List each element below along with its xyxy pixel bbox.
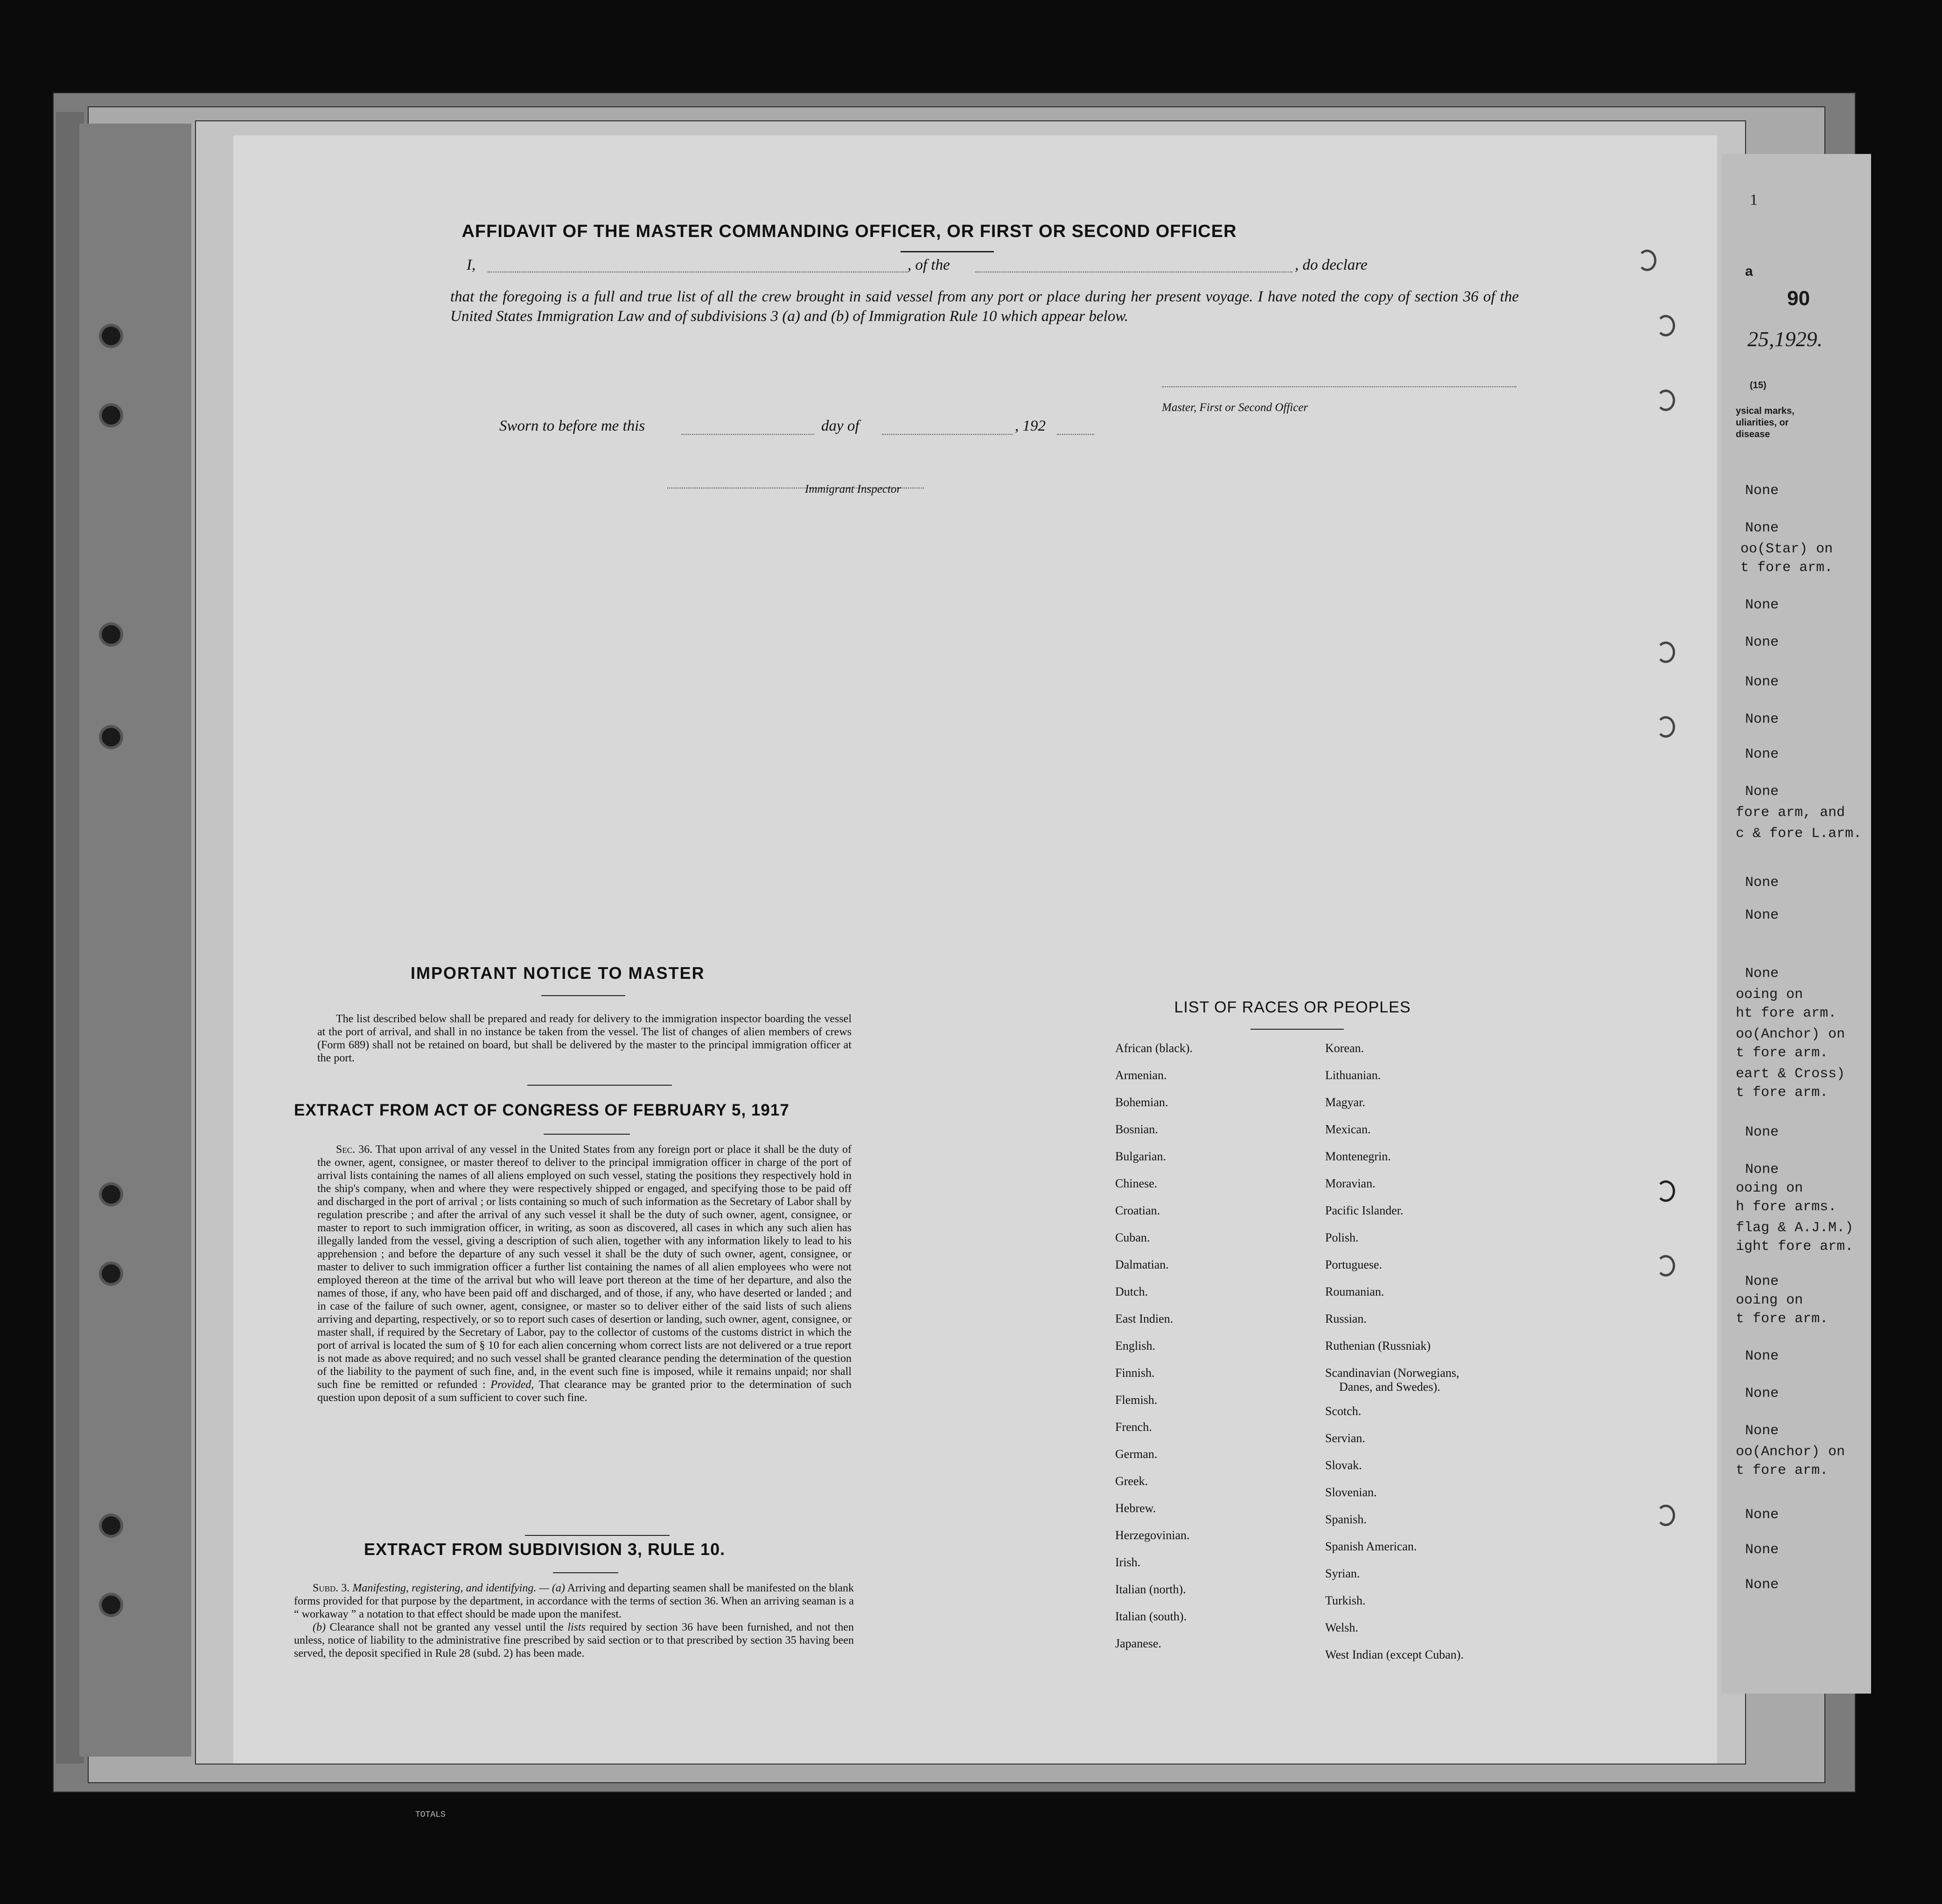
race-item: Finnish.	[1115, 1366, 1155, 1380]
totals-label: TOTALS	[415, 1810, 446, 1820]
sworn-day-blank	[681, 434, 814, 435]
race-item: Irish.	[1115, 1555, 1141, 1569]
rule-heading-underline	[553, 1572, 618, 1573]
register-entry: c & fore L.arm.	[1736, 826, 1862, 842]
race-item: East Indien.	[1115, 1312, 1174, 1325]
subd-b-text-cont: required by section 36 have been furnished, and not then unless, notice of liability to the administrative fine prescribed by said section or to that prescribed by section 35 having been served, the deposit specified in Rule 28 (subd. 2) has been made.	[294, 1621, 854, 1660]
race-item: Herzegovinian.	[1115, 1528, 1190, 1542]
left-binding-strip	[79, 124, 191, 1757]
race-item: Croatian.	[1115, 1204, 1160, 1217]
register-entry: None	[1745, 784, 1779, 800]
race-item: Scandinavian (Norwegians,	[1325, 1366, 1460, 1380]
register-entry: None	[1745, 483, 1779, 499]
race-item: Japanese.	[1115, 1637, 1161, 1650]
rule-subd-b	[294, 1621, 854, 1660]
register-page-number: 1	[1750, 191, 1758, 209]
register-entry: t fore arm.	[1740, 560, 1833, 576]
column-header-line: uliarities, or	[1736, 418, 1789, 428]
register-entry: None	[1745, 875, 1779, 891]
race-item: Slovenian.	[1325, 1486, 1377, 1499]
affidavit-line-i: I,	[467, 257, 476, 273]
race-item: Cuban.	[1115, 1231, 1150, 1244]
register-entry: None	[1745, 907, 1779, 923]
affidavit-line-declare: , do declare	[1295, 257, 1368, 273]
register-entry: t fore arm.	[1736, 1045, 1829, 1061]
race-item: Ruthenian (Russniak)	[1325, 1339, 1431, 1353]
binding-hole	[102, 1264, 120, 1283]
register-entry: fore arm, and	[1736, 805, 1845, 821]
column-number: (15)	[1750, 380, 1767, 391]
affidavit-page	[233, 135, 1717, 1764]
binder-ring-icon	[1656, 1505, 1675, 1526]
race-item: Bohemian.	[1115, 1095, 1168, 1109]
race-item: Lithuanian.	[1325, 1068, 1381, 1082]
section-label: Sec. 36.	[336, 1144, 373, 1156]
register-entry: t fore arm.	[1736, 1463, 1829, 1479]
register-entry: None	[1745, 1162, 1779, 1178]
register-sheet-letter: a	[1745, 264, 1753, 279]
binding-hole	[102, 1185, 120, 1204]
register-entry: None	[1745, 711, 1779, 727]
register-entry: None	[1745, 1386, 1779, 1402]
sworn-prefix: Sworn to before me this	[499, 418, 645, 434]
binder-ring-icon	[1638, 250, 1656, 271]
subd-a-label: — (a)	[539, 1582, 565, 1594]
register-entry: flag & A.J.M.)	[1736, 1220, 1854, 1236]
notice-heading: IMPORTANT NOTICE TO MASTER	[411, 963, 705, 983]
register-entry: None	[1745, 1577, 1779, 1593]
register-entry: ooing on	[1736, 1292, 1803, 1308]
race-item: Hebrew.	[1115, 1501, 1156, 1515]
register-entry: None	[1745, 1274, 1779, 1290]
binder-ring-icon	[1656, 1255, 1675, 1276]
signature-label: Master, First or Second Officer	[1162, 401, 1308, 414]
affidavit-line-of-the: , of the	[908, 257, 950, 273]
register-entry: oo(Star) on	[1740, 541, 1833, 557]
races-title-underline	[1250, 1029, 1344, 1030]
register-entry: t fore arm.	[1736, 1311, 1829, 1327]
sworn-year-blank	[1057, 434, 1094, 435]
binding-hole	[102, 1516, 120, 1535]
inspector-label: Immigrant Inspector	[805, 483, 901, 495]
binder-ring-icon	[1656, 390, 1675, 411]
act-divider	[525, 1535, 670, 1536]
title-underline	[901, 251, 994, 252]
subd-title: Manifesting, registering, and identifying.	[352, 1582, 537, 1594]
subd-b-lists: lists	[567, 1621, 586, 1633]
race-item: Chinese.	[1115, 1177, 1158, 1190]
register-entry: None	[1745, 597, 1779, 613]
register-entry: None	[1745, 1423, 1779, 1439]
register-entry: ht fore arm.	[1736, 1005, 1837, 1021]
binder-ring-icon	[1656, 1180, 1675, 1202]
register-number: 90	[1787, 287, 1810, 310]
crew-register-column	[1722, 154, 1871, 1694]
column-header-line: ysical marks,	[1736, 406, 1795, 416]
notice-divider	[527, 1085, 672, 1086]
register-entry: None	[1745, 966, 1779, 982]
race-item: Pacific Islander.	[1325, 1204, 1404, 1217]
register-entry: None	[1745, 635, 1779, 650]
register-entry: ight fore arm.	[1736, 1239, 1854, 1255]
rule-extract-text	[294, 1582, 854, 1660]
binding-hole	[102, 625, 120, 644]
column-header-line: disease	[1736, 429, 1770, 439]
race-item: Italian (north).	[1115, 1583, 1186, 1596]
race-item: Greek.	[1115, 1474, 1148, 1488]
race-item: African (black).	[1115, 1041, 1193, 1055]
race-item: Roumanian.	[1325, 1285, 1384, 1298]
race-item: West Indian (except Cuban).	[1325, 1648, 1464, 1661]
binding-hole	[102, 327, 120, 345]
signature-line	[1162, 386, 1516, 387]
section-text: That upon arrival of any vessel in the United States from any foreign port or place it shall be the duty of the owner, agent, consignee, or master thereof to deliver to the principal immigration officer in charge of the port of arrival lists containing the names of all aliens employed on such vessel, stating the positions they respectively hold in the ship's company, when and where they were respectively shipped or engaged, and specifying those to be paid off and discharged in the port of arrival ; or lists containing so much of such information as the Secretary of Labor shall by regulation prescribe ; and after the arrival of any such vessel it shall be the duty of such owner, agent, consignee, or master to report to such immigration officer, in writing, as soon as discovered, all cases in which any such alien has illegally landed from the vessel, giving a description of such alien, together with any information likely to lead to his apprehension ; and before the departure of any such vessel it shall be the duty of such owner, agent, consignee, or master to deliver to such immigration officer a further list containing the names of all alien employees who were not employed thereon at the time of the arrival but who will leave port thereon at the time of her departure, and also the names of those, if any, who have been paid off and discharged, and of those, if any, who have deserted or landed ; and in case of the failure of such owner, agent, consignee, or master so to deliver either of the said lists of such aliens arriving and departing, respectively, or so to report such cases of desertion or landing, such owner, agent, consignee, or master shall, if required by the Secretary of Labor, pay to the collector of customs of the customs district in which the port of arrival is located the sum of § 10 for each alien concerning whom correct lists are not delivered or a true report is not made as above required; and no such vessel shall be granted clearance pending the determination of the question of the liability to the payment of such fine, and, in the event such fine is imposed, while it remains unpaid; nor shall such fine be remitted or refunded :	[317, 1144, 852, 1391]
register-entry: None	[1745, 1348, 1779, 1364]
race-item: Armenian.	[1115, 1068, 1167, 1082]
subd-a-text: Arriving and departing seamen shall be manifested on the blank forms provided for that purpose by the department, in accordance with the terms of section 36. When an arriving seaman is a “ workaway ” a notation to that effect should be made upon the manifest.	[294, 1582, 854, 1620]
subd-b-text: Clearance shall not be granted any vessel until the	[329, 1621, 564, 1633]
register-entry: None	[1745, 520, 1779, 536]
race-item: Portuguese.	[1325, 1258, 1383, 1271]
race-item: Dalmatian.	[1115, 1258, 1169, 1271]
binding-hole	[102, 728, 120, 746]
register-date: 25,1929.	[1747, 327, 1823, 351]
binder-ring-icon	[1656, 716, 1675, 738]
race-item: Polish.	[1325, 1231, 1359, 1244]
act-heading-underline	[544, 1134, 630, 1135]
register-entry: None	[1745, 674, 1779, 690]
notice-heading-underline	[541, 995, 625, 996]
race-item: French.	[1115, 1420, 1152, 1434]
register-entry: ooing on	[1736, 1180, 1803, 1196]
register-entry: None	[1745, 1507, 1779, 1523]
race-item: Magyar.	[1325, 1095, 1365, 1109]
register-entry: ooing on	[1736, 987, 1803, 1003]
register-entry: oo(Anchor) on	[1736, 1026, 1845, 1042]
race-item: Spanish.	[1325, 1513, 1367, 1526]
race-item: Montenegrin.	[1325, 1150, 1391, 1163]
binding-hole	[102, 406, 120, 425]
race-item: Italian (south).	[1115, 1610, 1187, 1623]
race-item: Scotch.	[1325, 1404, 1362, 1418]
race-item: Mexican.	[1325, 1123, 1371, 1136]
race-item: Moravian.	[1325, 1177, 1376, 1190]
register-entry: None	[1745, 1542, 1779, 1558]
race-item: Syrian.	[1325, 1567, 1360, 1580]
sworn-year: , 192	[1015, 418, 1046, 434]
race-item: Dutch.	[1115, 1285, 1148, 1298]
register-entry: oo(Anchor) on	[1736, 1444, 1845, 1460]
race-item: Bulgarian.	[1115, 1150, 1167, 1163]
provided-text: That clearance may be granted prior to the determination of such question upon deposit of a sum sufficient to cover such fine.	[317, 1379, 852, 1404]
notice-text: The list described below shall be prepared and ready for delivery to the immigration inspector boarding the vessel at the port of arrival, and shall in no instance be taken from the vessel. The list of changes of alien members of crews (Form 689) shall not be retained on board, but shall be delivered by the master to the principal immigration officer at the port.	[317, 1013, 852, 1064]
race-item: Turkish.	[1325, 1594, 1366, 1607]
register-entry: None	[1745, 1124, 1779, 1140]
race-item: Flemish.	[1115, 1393, 1158, 1407]
race-item: Spanish American.	[1325, 1540, 1417, 1553]
affidavit-body: that the foregoing is a full and true list of all the crew brought in said vessel from any port or place during her present voyage. I have noted the copy of section 36 of the United States Immigration Law and of subdivisions 3 (a) and (b) of Immigration Rule 10 which appear below.	[450, 288, 1519, 325]
rule-subd-a	[294, 1582, 854, 1621]
binder-ring-icon	[1656, 642, 1675, 663]
rule-extract-heading: EXTRACT FROM SUBDIVISION 3, RULE 10.	[364, 1540, 726, 1559]
subd-b-label: (b)	[313, 1621, 326, 1633]
binding-hole	[102, 1596, 120, 1614]
subd-label: Subd. 3.	[313, 1582, 350, 1594]
race-item: Bosnian.	[1115, 1123, 1158, 1136]
race-item: German.	[1115, 1447, 1158, 1461]
race-item-continuation: Danes, and Swedes).	[1339, 1380, 1440, 1394]
register-entry: t fore arm.	[1736, 1085, 1829, 1101]
act-extract-heading: EXTRACT FROM ACT OF CONGRESS OF FEBRUARY 5, 1917	[294, 1101, 789, 1119]
race-item: English.	[1115, 1339, 1155, 1353]
register-entry: h fore arms.	[1736, 1199, 1837, 1215]
races-title: LIST OF RACES OR PEOPLES	[1174, 998, 1411, 1016]
provided-label: Provided,	[490, 1379, 534, 1391]
act-extract-text	[317, 1143, 852, 1404]
race-item: Slovak.	[1325, 1458, 1362, 1472]
sworn-day-of: day of	[821, 418, 859, 434]
register-entry: None	[1745, 746, 1779, 762]
race-item: Servian.	[1325, 1431, 1365, 1445]
race-item: Welsh.	[1325, 1621, 1358, 1634]
binder-ring-icon	[1656, 315, 1675, 336]
register-entry: eart & Cross)	[1736, 1066, 1845, 1082]
affidavit-title: AFFIDAVIT OF THE MASTER COMMANDING OFFICER, OR FIRST OR SECOND OFFICER	[461, 222, 1237, 241]
sworn-month-blank	[882, 434, 1013, 435]
race-item: Korean.	[1325, 1041, 1364, 1055]
race-item: Russian.	[1325, 1312, 1367, 1325]
